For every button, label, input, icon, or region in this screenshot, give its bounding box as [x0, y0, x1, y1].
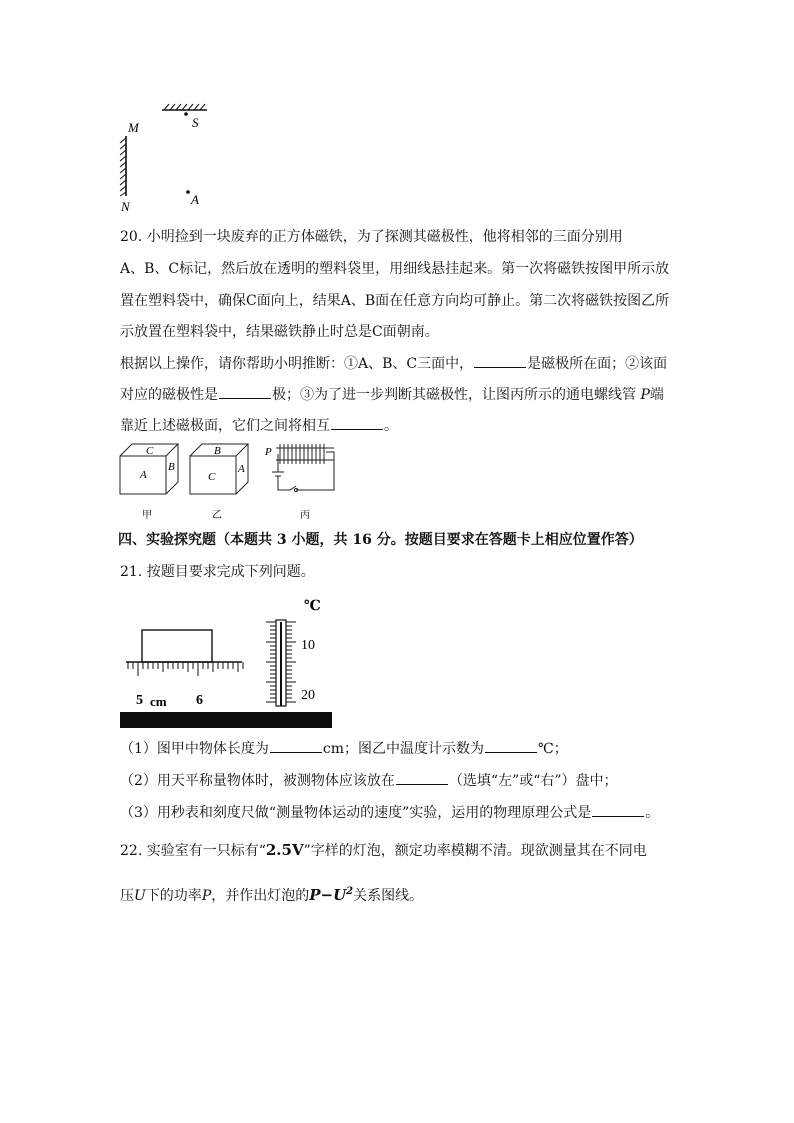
q20-line6c: 端 [649, 387, 664, 403]
mirror-figure [110, 96, 220, 216]
label-a: A [191, 192, 199, 207]
q20-line7b: 。 [384, 418, 398, 434]
q22-l1b: ”字样的灯泡，额定功率模糊不清。现欲测量其在不同电 [303, 843, 647, 859]
q21-p1b: cm；图乙中温度计示数为 [322, 741, 485, 757]
answer-blank-5[interactable] [485, 738, 537, 753]
yi-top-label: B [214, 445, 221, 457]
point-a [186, 190, 190, 194]
yi-side-label: A [238, 463, 245, 475]
q22-line2 [120, 882, 423, 906]
q21-p3 [120, 802, 659, 823]
ruler-label-6: 6 [196, 693, 203, 708]
q21-p1a: （1）图甲中物体长度为 [120, 741, 269, 757]
q21-p3b: 。 [645, 805, 660, 821]
q22-l2b: 下的功率 [145, 888, 202, 904]
measured-block [142, 630, 212, 662]
q20-line4: 示放置在塑料袋中，结果磁铁静止时总是C面朝南。 [120, 324, 439, 340]
q21-intro: 21. 按题目要求完成下列问题。 [120, 564, 315, 580]
q21-p2a: （2）用天平称量物体时，被测物体应该放在 [120, 773, 395, 789]
label-n: N [121, 199, 130, 214]
label-s: S [192, 115, 199, 130]
thermo-label-10: 10 [301, 638, 315, 653]
yi-caption: 乙 [212, 510, 222, 521]
q22-l2a: 压 [120, 888, 134, 904]
magnet-figures [112, 438, 352, 522]
label-m: M [128, 120, 139, 135]
answer-blank-6[interactable] [396, 770, 448, 785]
q20-line6p: P [640, 387, 650, 403]
jia-top-label: C [146, 445, 154, 457]
thermo-unit: ℃ [304, 599, 321, 614]
figure-base-bar [120, 712, 332, 728]
q22-l2u: U [134, 888, 146, 904]
answer-blank-2[interactable] [219, 384, 271, 399]
solenoid-bing [272, 444, 334, 490]
bing-caption: 丙 [300, 510, 310, 521]
q20-line7a: 靠近上述磁极面，它们之间将相互 [120, 418, 330, 434]
answer-blank-7[interactable] [592, 802, 644, 817]
q22-l2d: 关系图线。 [353, 888, 424, 904]
q20-line5 [120, 353, 667, 374]
jia-caption: 甲 [142, 510, 152, 521]
answer-blank-1[interactable] [474, 353, 526, 368]
q22-line1 [120, 840, 647, 861]
q20-line5b: 是磁极所在面；②该面 [527, 356, 668, 372]
ruler-label-cm: cm [150, 694, 167, 709]
answer-blank-3[interactable] [331, 415, 383, 430]
jia-side-label: B [168, 461, 175, 473]
q20-line1: 20. 小明捡到一块废弃的正方体磁铁，为了探测其磁极性，他将相邻的三面分别用 [120, 229, 623, 245]
q20-line6b: 极；③为了进一步判断其磁极性，让图丙所示的通电螺线管 [272, 387, 636, 403]
q21-p1 [120, 738, 568, 759]
q21-p3a: （3）用秒表和刻度尺做“测量物体运动的速度”实验，运用的物理原理公式是 [120, 805, 592, 821]
q22-formula: $P-U^2$ [309, 886, 354, 904]
q22-l2c: ，并作出灯泡的 [211, 888, 310, 904]
yi-front-label: C [208, 471, 216, 483]
jia-front-label: A [140, 469, 147, 481]
thermo-label-20: 20 [301, 688, 315, 703]
point-s [184, 112, 188, 116]
q20-line7 [120, 415, 398, 436]
ruler-label-5: 5 [136, 693, 143, 708]
q22-voltage: 2.5V [265, 841, 304, 859]
q20-line6 [120, 384, 664, 405]
answer-blank-4[interactable] [270, 738, 322, 753]
q21-figure [118, 594, 334, 730]
q22-l2p: P [201, 888, 212, 904]
q21-p2 [120, 770, 618, 791]
q20-line2: A、B、C标记，然后放在透明的塑料袋里，用细线悬挂起来。第一次将磁铁按图甲所示放 [120, 261, 670, 277]
q20-line3: 置在塑料袋中，确保C面向上，结果A、B面在任意方向均可静止。第二次将磁铁按图乙所 [120, 293, 670, 309]
q21-p2b: （选填“左”或“右”）盘中； [448, 773, 618, 789]
q20-line6a: 对应的磁极性是 [120, 387, 218, 403]
section4-title: 四、实验探究题（本题共 3 小题，共 16 分。按题目要求在答题卡上相应位置作答） [118, 532, 643, 548]
q20-line5a: 根据以上操作，请你帮助小明推断：①A、B、C三面中， [120, 356, 474, 372]
q22-l1a: 22. 实验室有一只标有“ [120, 843, 266, 859]
q21-p1c: ℃； [538, 741, 568, 757]
bing-p-label: P [265, 446, 272, 458]
